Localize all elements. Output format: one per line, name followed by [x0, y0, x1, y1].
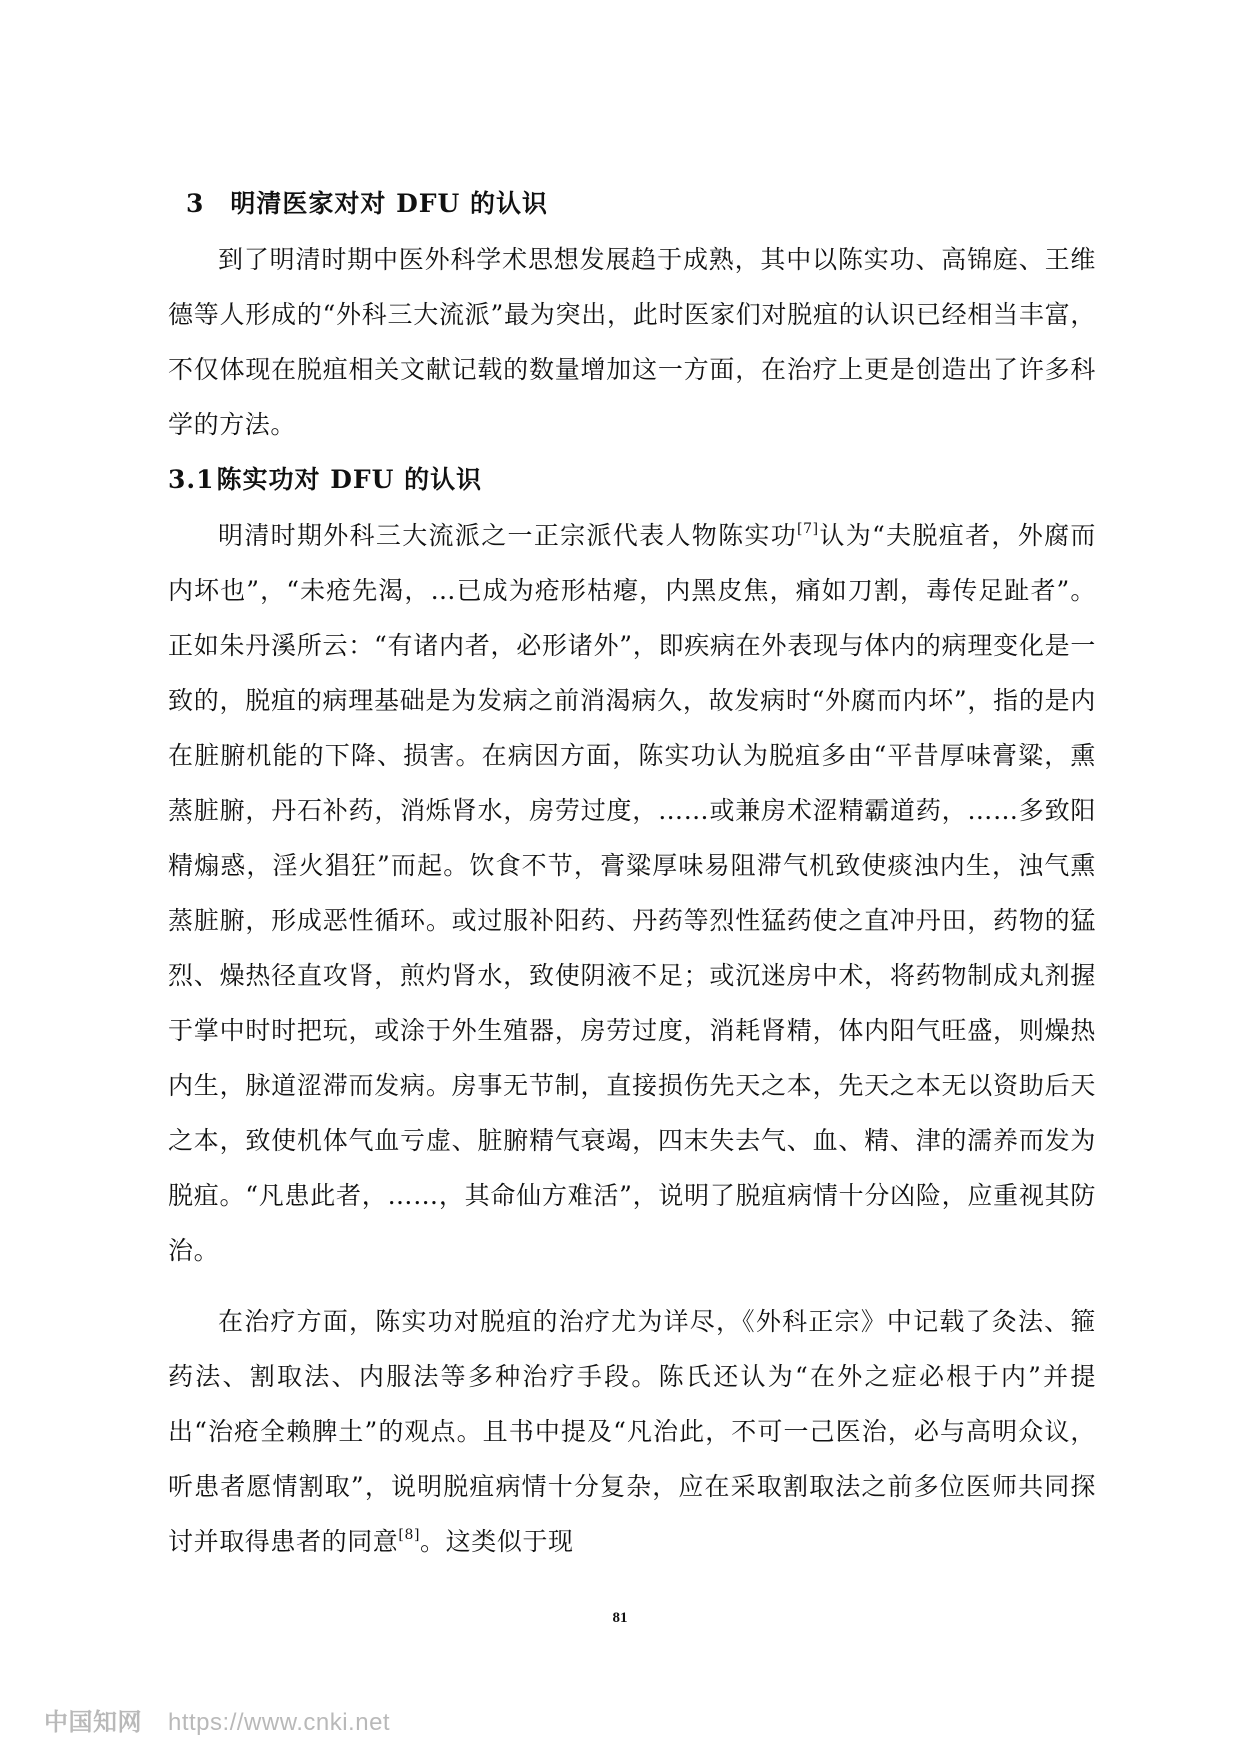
subsection-title: 陈实功对 DFU 的认识: [216, 465, 483, 494]
paragraph-text: 认为“夫脱疽者，外腐而内坏也”，“未疮先渴，…已成为疮形枯瘪，内黑皮焦，痛如刀割，毒传足趾者”。正如朱丹溪所云：“有诸内者，必形诸外”，即疾病在外表现与体内的病理变化是一致的，脱疽的病理基础是为发病之前消渴病久，故发病时“外腐而内坏”，指的是内在脏腑机能的下降、损害。在病因方面，陈实功认为脱疽多由“平昔厚味膏粱，熏蒸脏腑，丹石补药，消烁肾水，房劳过度，……或兼房术涩精霸道药，……多致阳精煽惑，淫火猖狂”而起。饮食不节，膏粱厚味易阻滞气机致使痰浊内生，浊气熏蒸脏腑，形成恶性循环。或过服补阳药、丹药等烈性猛药使之直冲丹田，药物的猛烈、燥热径直攻肾，煎灼肾水，致使阴液不足；或沉迷房中术，将药物制成丸剂握于掌中时时把玩，或涂于外生殖器，房劳过度，消耗肾精，体内阳气旺盛，则燥热内生，脉道涩滞而发病。房事无节制，直接损伤先天之本，先天之本无以资助后天之本，致使机体气血亏虚、脏腑精气衰竭，四末失去气、血、精、津的濡养而发为脱疽。“凡患此者，……，其命仙方难活”，说明了脱疽病情十分凶险，应重视其防治。: [168, 521, 1096, 1265]
body-paragraph: [168, 1294, 1096, 1569]
page-number: 81: [612, 1610, 628, 1626]
paragraph-text: 在治疗方面，陈实功对脱疽的治疗尤为详尽，《外科正宗》中记载了灸法、箍药法、割取法、内服法等多种治疗手段。陈氏还认为“在外之症必根于内”并提出“治疮全赖脾土”的观点。且书中提及“凡治此，不可一己医治，必与高明众议，听患者愿情割取”，说明脱疽病情十分复杂，应在采取割取法之前多位医师共同探讨并取得患者的同意: [168, 1307, 1096, 1556]
watermark-url: https://www.cnki.net: [168, 1709, 391, 1736]
cnki-logo: 中国知网: [44, 1709, 142, 1736]
body-paragraph: [168, 508, 1096, 1278]
cnki-watermark: [44, 1702, 390, 1737]
section-title: 明清医家对对 DFU 的认识: [230, 189, 549, 218]
section-heading: [168, 188, 1096, 220]
paragraph-text: 明清时期外科三大流派之一正宗派代表人物陈实功: [218, 521, 798, 550]
section-number: 3: [186, 189, 205, 218]
citation-marker: [8]: [398, 1527, 421, 1543]
citation-marker: [7]: [797, 521, 819, 537]
document-body: [168, 188, 1096, 1569]
body-paragraph: 到了明清时期中医外科学术思想发展趋于成熟，其中以陈实功、高锦庭、王维德等人形成的“外科三大流派”最为突出，此时医家们对脱疽的认识已经相当丰富，不仅体现在脱疽相关文献记载的数量增加这一方面，在治疗上更是创造出了许多科学的方法。: [168, 245, 1096, 439]
paragraph-text: 。这类似于现: [420, 1527, 574, 1556]
subsection-heading: [168, 464, 1096, 496]
subsection-number: 3.1: [168, 465, 215, 494]
